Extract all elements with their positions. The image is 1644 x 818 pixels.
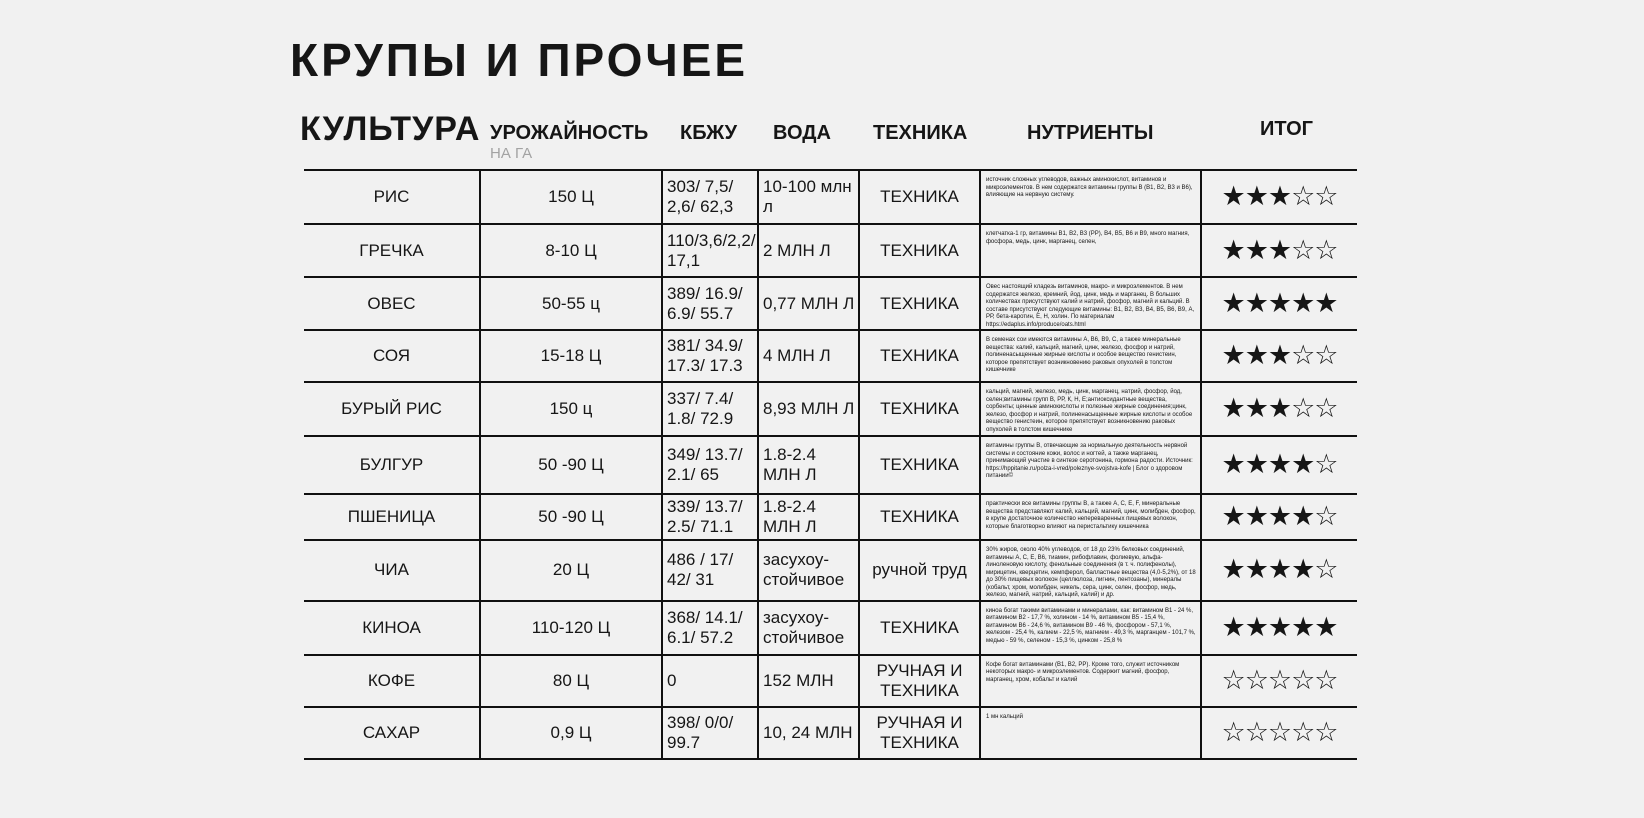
nutrients-text: кальций, магний, железо, медь, цинк, марганец, натрий, фосфор, йод, селен;витамины групп В, РР, К, Н, Е;антиоксидантные вещества, сорбенты; ценные аминокислоты и полезные жирные соединения;цинк, железо, фосфор и натрий, полиненасыщенные жирные кислоты и особое вещество генистеин, которое препятствует возникновению раковых опухолей в толстом кишечнике	[980, 382, 1201, 436]
water-value: 10, 24 МЛН	[758, 707, 859, 759]
nutrients-text: Кофе богат витаминами (В1, В2, РР). Кроме того, служит источником некоторых макро- и микроэлементов. Содержит магний, фосфор, марганец, хром, кобальт и калий	[980, 655, 1201, 707]
rating-cell	[1201, 655, 1357, 707]
kbju-value: 349/ 13.7/ 2.1/ 65	[662, 436, 758, 494]
page-title: КРУПЫ И ПРОЧЕЕ	[290, 34, 749, 86]
culture-name: БУЛГУР	[304, 436, 480, 494]
yield-value: 8-10 Ц	[480, 224, 662, 277]
kbju-value: 389/ 16.9/ 6.9/ 55.7	[662, 277, 758, 330]
water-value: 1.8-2.4 МЛН Л	[758, 436, 859, 494]
rating-cell	[1201, 277, 1357, 330]
header-total: ИТОГ	[1260, 118, 1313, 140]
rating-cell	[1201, 601, 1357, 655]
technique-value: РУЧНАЯ И ТЕХНИКА	[859, 707, 980, 759]
technique-value: ТЕХНИКА	[859, 436, 980, 494]
star-rating-icon: ★★★☆☆	[1221, 393, 1338, 424]
kbju-value: 339/ 13.7/ 2.5/ 71.1	[662, 494, 758, 540]
nutrients-text: В семенах сои имеются витамины А, В6, В9, С, а также минеральные вещества: калий, кальций, магний, цинк, железо, фосфор и натрий, полиненасыщенные жирные кислоты и особое вещество генистеин, которое препятствует возникновению раковых опухолей в толстом кишечнике	[980, 330, 1201, 382]
header-water: ВОДА	[773, 122, 831, 144]
technique-value: ручной труд	[859, 540, 980, 601]
header-technique: ТЕХНИКА	[873, 122, 968, 144]
technique-value: РУЧНАЯ И ТЕХНИКА	[859, 655, 980, 707]
table-row	[304, 330, 1357, 382]
yield-value: 110-120 Ц	[480, 601, 662, 655]
star-rating-icon: ★★★☆☆	[1221, 340, 1338, 371]
culture-name: ГРЕЧКА	[304, 224, 480, 277]
table-row	[304, 224, 1357, 277]
yield-value: 50 -90 Ц	[480, 436, 662, 494]
star-rating-icon: ☆☆☆☆☆	[1221, 664, 1338, 696]
culture-name: ПШЕНИЦА	[304, 494, 480, 540]
water-value: 152 МЛН	[758, 655, 859, 707]
kbju-value: 0	[662, 655, 758, 707]
yield-value: 50-55 ц	[480, 277, 662, 330]
nutrients-text: витамины группы В, отвечающие за нормальную деятельность нервной системы и состояние кожи, волос и ногтей, а также марганец, принимающий участие в синтезе серотонина, гормона радости. Источник: https://hppitanie.ru/polza-i-vred/poleznye-svojstva-kofe | Блог о здоровом питании©	[980, 436, 1201, 494]
nutrients-text: 30% жиров, около 40% углеводов, от 18 до 23% белковых соединений, витамины А, С, Е, В6, тиамин, рибофлавин, фолиевую, альфа-линоленовую кислоту, фенольные соединения (в т. ч. полифенолы), мирицетин, кверцетин, кемпферол, балластные вещества (4,0-5,2%), от 18 до 30% пищевых волокон (целлюлоза, лигнин, пентозаны), минералы (кобальт, хром, молибден, никель, сера, цинк, селен, фосфор, медь, железо, магний, натрий, кальций, калий) и др.	[980, 540, 1201, 601]
nutrients-text: киноа богат такими витаминами и минералами, как: витамином В1 - 24 %, витамином В2 - 17,7 %, холином - 14 %, витамином В5 - 15,4 %, витамином В6 - 24,6 %, витамином В9 - 46 %, фосфором - 57,1 %, железом - 25,4 %, калием - 22,5 %, магнием - 49,3 %, марганцем - 101,7 %, медью - 59 %, селеном - 15,3 %, цинком - 25,8 %	[980, 601, 1201, 655]
culture-name: ОВЕС	[304, 277, 480, 330]
culture-name: РИС	[304, 170, 480, 224]
technique-value: ТЕХНИКА	[859, 170, 980, 224]
star-rating-icon: ★★★☆☆	[1221, 234, 1338, 266]
rating-cell	[1201, 382, 1357, 436]
kbju-value: 303/ 7,5/ 2,6/ 62,3	[662, 170, 758, 224]
table-row	[304, 540, 1357, 601]
culture-name: САХАР	[304, 707, 480, 759]
technique-value: ТЕХНИКА	[859, 382, 980, 436]
table-row	[304, 436, 1357, 494]
technique-value: ТЕХНИКА	[859, 330, 980, 382]
nutrients-text: 1 мн кальций	[980, 707, 1201, 759]
kbju-value: 337/ 7.4/ 1.8/ 72.9	[662, 382, 758, 436]
technique-value: ТЕХНИКА	[859, 224, 980, 277]
nutrients-text: клетчатка-1 гр, витамины В1, В2, В3 (РР), В4, В5, В6 и В9, много магния, фосфора, медь, цинк, марганец, селен,	[980, 224, 1201, 277]
rating-cell	[1201, 494, 1357, 540]
kbju-value: 398/ 0/0/ 99.7	[662, 707, 758, 759]
water-value: 2 МЛН Л	[758, 224, 859, 277]
water-value: 10-100 млн л	[758, 170, 859, 224]
table-row	[304, 601, 1357, 655]
rating-cell	[1201, 436, 1357, 494]
star-rating-icon: ★★★★☆	[1221, 449, 1338, 480]
yield-value: 150 Ц	[480, 170, 662, 224]
header-yield-unit: НА ГА	[490, 145, 533, 162]
nutrients-text: практически все витамины группы В, а также А, С, Е, F, минеральные вещества представляют калий, кальций, магний, цинк, молибден, фосфор, в крупе достаточное количество непереваренных пищевых волокон, которые благотворно влияют на перистальтику кишечника	[980, 494, 1201, 540]
culture-name: СОЯ	[304, 330, 480, 382]
header-yield: УРОЖАЙНОСТЬ	[490, 122, 649, 144]
table-row	[304, 494, 1357, 540]
star-rating-icon: ★★★★★	[1221, 287, 1338, 319]
water-value: 1.8-2.4 МЛН Л	[758, 494, 859, 540]
star-rating-icon: ★★★★☆	[1221, 554, 1338, 586]
culture-name: КИНОА	[304, 601, 480, 655]
yield-value: 150 ц	[480, 382, 662, 436]
technique-value: ТЕХНИКА	[859, 494, 980, 540]
star-rating-icon: ★★★☆☆	[1221, 181, 1338, 212]
yield-value: 0,9 Ц	[480, 707, 662, 759]
header-kbju: КБЖУ	[680, 122, 738, 144]
star-rating-icon: ★★★★★	[1221, 611, 1338, 643]
water-value: засухоу-стойчивое	[758, 540, 859, 601]
header-nutrients: НУТРИЕНТЫ	[1027, 122, 1154, 144]
crops-table	[304, 169, 1357, 760]
table-row	[304, 707, 1357, 759]
yield-value: 80 Ц	[480, 655, 662, 707]
header-culture: КУЛЬТУРА	[300, 110, 481, 148]
nutrients-text: источник сложных углеводов, важных аминокислот, витаминов и микроэлементов. В нем содержатся витамины группы В (В1, В2, В3 и В6), влияющие на нервную систему.	[980, 170, 1201, 224]
water-value: 4 МЛН Л	[758, 330, 859, 382]
water-value: засухоу-стойчивое	[758, 601, 859, 655]
table-row	[304, 170, 1357, 224]
kbju-value: 368/ 14.1/ 6.1/ 57.2	[662, 601, 758, 655]
rating-cell	[1201, 170, 1357, 224]
table-row	[304, 382, 1357, 436]
yield-value: 20 Ц	[480, 540, 662, 601]
water-value: 0,77 МЛН Л	[758, 277, 859, 330]
yield-value: 15-18 Ц	[480, 330, 662, 382]
table-body	[304, 170, 1357, 759]
rating-cell	[1201, 707, 1357, 759]
rating-cell	[1201, 330, 1357, 382]
culture-name: ЧИА	[304, 540, 480, 601]
yield-value: 50 -90 Ц	[480, 494, 662, 540]
kbju-value: 381/ 34.9/ 17.3/ 17.3	[662, 330, 758, 382]
star-rating-icon: ★★★★☆	[1221, 501, 1338, 532]
water-value: 8,93 МЛН Л	[758, 382, 859, 436]
rating-cell	[1201, 224, 1357, 277]
technique-value: ТЕХНИКА	[859, 601, 980, 655]
rating-cell	[1201, 540, 1357, 601]
culture-name: КОФЕ	[304, 655, 480, 707]
kbju-value: 486 / 17/ 42/ 31	[662, 540, 758, 601]
table-row	[304, 655, 1357, 707]
table-row	[304, 277, 1357, 330]
star-rating-icon: ☆☆☆☆☆	[1221, 716, 1338, 748]
nutrients-text: Овес настоящий кладезь витаминов, макро- и микроэлементов. В нем содержатся железо, кремний, йод, цинк, медь и марганец. В больших количествах присутствуют калий и натрий, фосфор, магний и кальций. В составе присутствуют следующие витамины: В1, В2, В3, В4, В5, В6, В9, А, РР, бета-каротин, Е, Н, холин. По материалам https://edaplus.info/produce/oats.html	[980, 277, 1201, 330]
culture-name: БУРЫЙ РИС	[304, 382, 480, 436]
kbju-value: 110/3,6/2,2/ 17,1	[662, 224, 758, 277]
technique-value: ТЕХНИКА	[859, 277, 980, 330]
